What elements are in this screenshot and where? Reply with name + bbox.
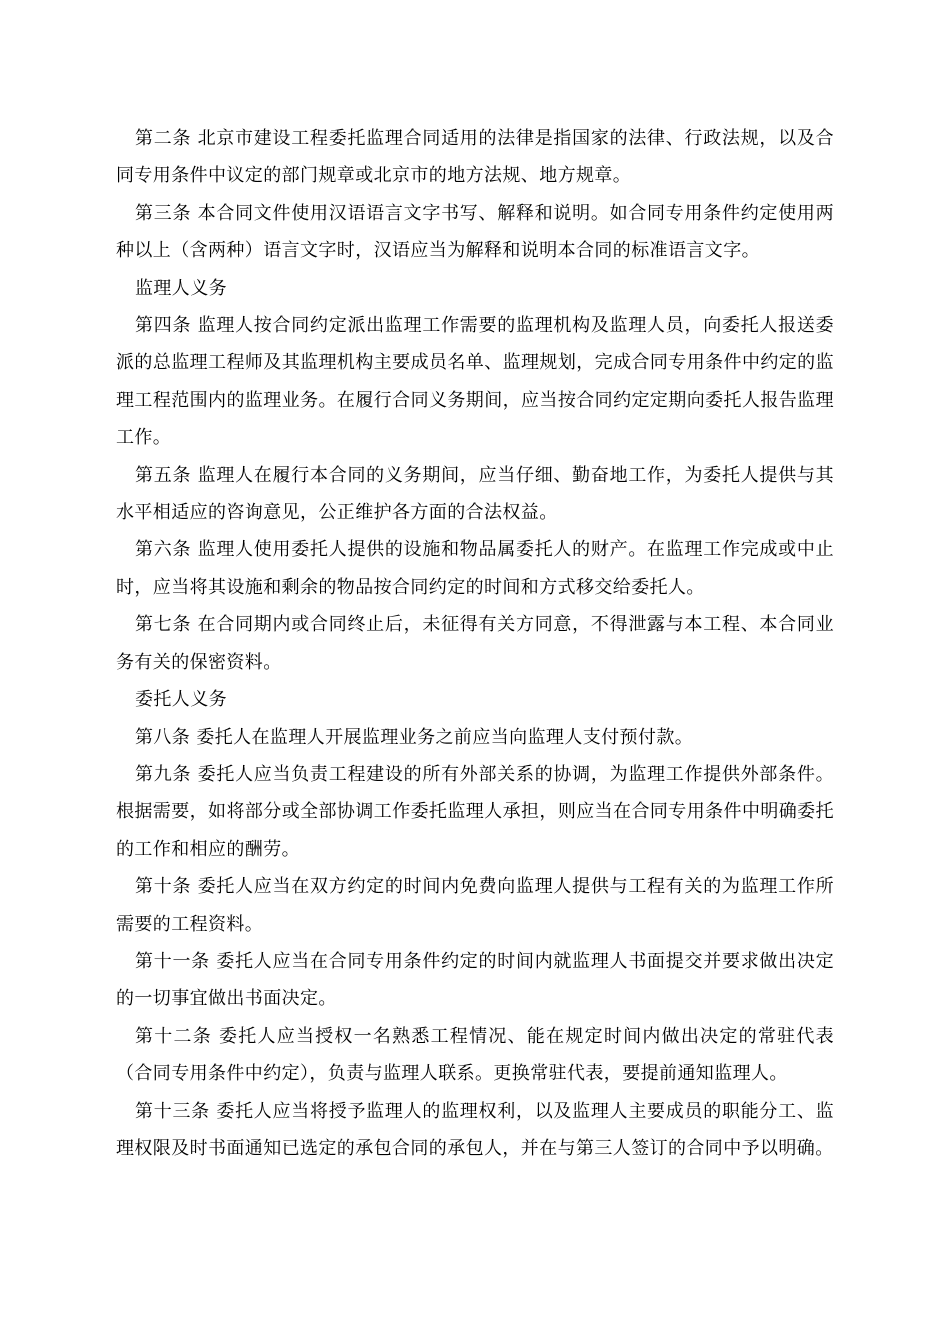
clause-8-paragraph: 第八条 委托人在监理人开展监理业务之前应当向监理人支付预付款。 xyxy=(135,726,694,748)
section-heading-supervisor-obligations: 监理人义务 xyxy=(135,277,227,299)
clause-3-paragraph: 第三条 本合同文件使用汉语语言文字书写、解释和说明。如合同专用条件约定使用两种以上（含两种）语言文字时，汉语应当为解释和说明本合同的标准语言文字。 xyxy=(116,202,834,262)
clause-4-paragraph: 第四条 监理人按合同约定派出监理工作需要的监理机构及监理人员，向委托人报送委派的总监理工程师及其监理机构主要成员名单、监理规划，完成合同专用条件中约定的监理工程范围内的监理业务。在履行合同义务期间，应当按合同约定定期向委托人报告监理工作。 xyxy=(116,315,834,449)
clause-10-paragraph: 第十条 委托人应当在双方约定的时间内免费向监理人提供与工程有关的为监理工作所需要的工程资料。 xyxy=(116,876,834,935)
document-page xyxy=(116,120,834,1167)
clause-2-paragraph: 第二条 北京市建设工程委托监理合同适用的法律是指国家的法律、行政法规，以及合同专用条件中议定的部门规章或北京市的地方法规、地方规章。 xyxy=(116,128,834,187)
clause-5-paragraph: 第五条 监理人在履行本合同的义务期间，应当仔细、勤奋地工作，为委托人提供与其水平相适应的咨询意见，公正维护各方面的合法权益。 xyxy=(116,464,834,524)
clause-7-paragraph: 第七条 在合同期内或合同终止后，未征得有关方同意，不得泄露与本工程、本合同业务有关的保密资料。 xyxy=(116,614,834,673)
clause-6-paragraph: 第六条 监理人使用委托人提供的设施和物品属委托人的财产。在监理工作完成或中止时，应当将其设施和剩余的物品按合同约定的时间和方式移交给委托人。 xyxy=(116,539,834,598)
clause-12-paragraph: 第十二条 委托人应当授权一名熟悉工程情况、能在规定时间内做出决定的常驻代表（合同专用条件中约定），负责与监理人联系。更换常驻代表，要提前通知监理人。 xyxy=(116,1025,834,1085)
clause-13-paragraph: 第十三条 委托人应当将授予监理人的监理权利，以及监理人主要成员的职能分工、监理权限及时书面通知已选定的承包合同的承包人，并在与第三人签订的合同中予以明确。 xyxy=(116,1100,834,1159)
clause-11-paragraph: 第十一条 委托人应当在合同专用条件约定的时间内就监理人书面提交并要求做出决定的一切事宜做出书面决定。 xyxy=(116,950,834,1010)
section-heading-client-obligations: 委托人义务 xyxy=(135,689,227,711)
clause-9-paragraph: 第九条 委托人应当负责工程建设的所有外部关系的协调，为监理工作提供外部条件。根据需要，如将部分或全部协调工作委托监理人承担，则应当在合同专用条件中明确委托的工作和相应的酬劳。 xyxy=(116,763,834,860)
